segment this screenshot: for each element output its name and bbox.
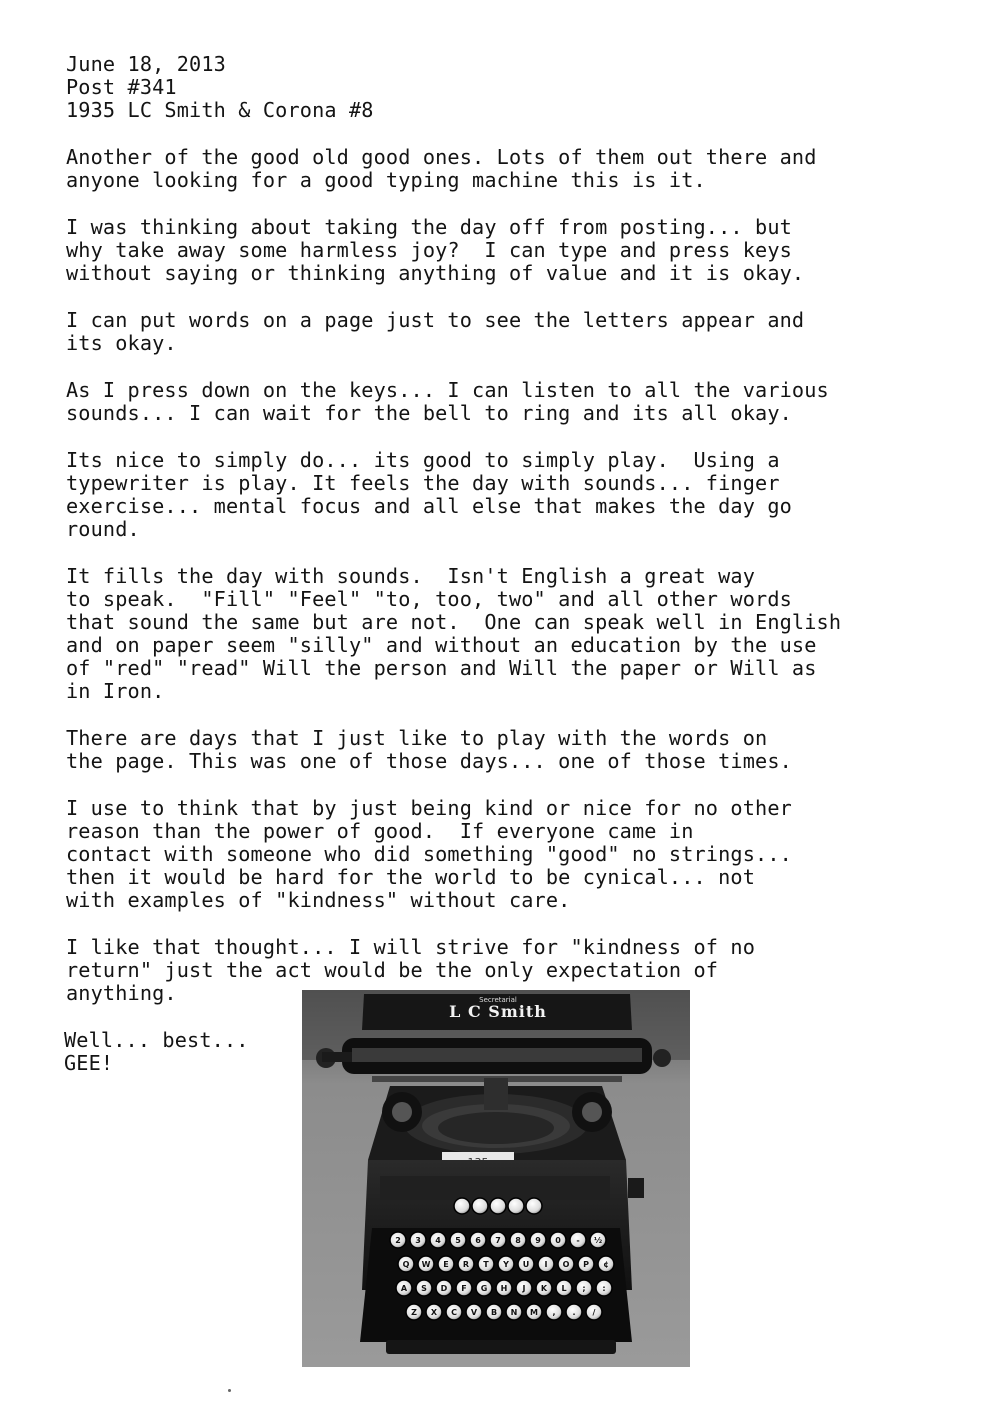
typewriter-key-label: L: [561, 1284, 567, 1293]
typewriter-key-label: -: [576, 1236, 580, 1245]
post-number-line: Post #341: [66, 75, 177, 99]
typewriter-key-label: 9: [535, 1236, 541, 1245]
typewriter-key-label: O: [562, 1260, 570, 1269]
typewriter-key-label: 5: [455, 1236, 461, 1245]
paragraph-1-line-1: Another of the good old good ones. Lots of them out there and: [66, 145, 817, 169]
paragraph-8-line-1: I use to think that by just being kind or nice for no other: [66, 796, 792, 820]
typewriter-key-label: E: [443, 1260, 449, 1269]
signoff-line-1: Well... best...: [64, 1028, 249, 1052]
typewriter-key-label: 2: [395, 1236, 401, 1245]
paragraph-7-line-1: There are days that I just like to play with the words on: [66, 726, 768, 750]
typewriter-key-label: 6: [475, 1236, 481, 1245]
typewriter-key-label: ,: [552, 1308, 556, 1317]
typewriter-key-label: D: [440, 1284, 448, 1293]
paragraph-9-line-2: return" just the act would be the only expectation of: [66, 958, 719, 982]
paragraph-8-line-4: then it would be hard for the world to be cynical... not: [66, 865, 756, 889]
typewriter-key-label: S: [421, 1284, 427, 1293]
paragraph-4-line-1: As I press down on the keys... I can listen to all the various: [66, 378, 829, 402]
typewriter-key-label: Z: [411, 1308, 417, 1317]
signoff-line-2: GEE!: [64, 1051, 114, 1075]
typewriter-key-label: ½: [593, 1236, 603, 1245]
paragraph-5-line-1: Its nice to simply do... its good to simply play. Using a: [66, 448, 780, 472]
typewriter-key-label: P: [583, 1260, 589, 1269]
typewriter-key-label: M: [530, 1308, 538, 1317]
typewriter-key-label: G: [480, 1284, 488, 1293]
typewriter-key-label: 4: [435, 1236, 441, 1245]
typewriter-key-label: A: [400, 1284, 408, 1293]
typewriter-key-label: B: [490, 1308, 498, 1317]
typewriter-key-label: 0: [555, 1236, 561, 1245]
typewriter-key: [508, 1198, 524, 1214]
typewriter-photo: [302, 990, 690, 1367]
paragraph-2-line-1: I was thinking about taking the day off from posting... but: [66, 215, 792, 239]
paragraph-5-line-4: round.: [66, 517, 140, 541]
typewriter-key-label: 8: [515, 1236, 521, 1245]
typewriter-key-label: I: [544, 1260, 548, 1269]
date-line: June 18, 2013: [66, 52, 226, 76]
typewriter-key-label: H: [500, 1284, 508, 1293]
brand-small-label: Secretarial: [479, 996, 517, 1004]
typewriter-key: [472, 1198, 488, 1214]
paragraph-5-line-2: typewriter is play. It feels the day with sounds... finger: [66, 471, 780, 495]
typewriter-key-label: ¢: [603, 1260, 609, 1269]
typewriter-key-label: 3: [415, 1236, 421, 1245]
paragraph-6-line-2: to speak. "Fill" "Feel" "to, too, two" and all other words: [66, 587, 792, 611]
typewriter-key-label: ;: [582, 1284, 586, 1293]
subject-line: 1935 LC Smith & Corona #8: [66, 98, 374, 122]
paragraph-2-line-3: without saying or thinking anything of value and it is okay.: [66, 261, 805, 285]
typewriter-key-label: Y: [503, 1260, 509, 1269]
typewriter-key-label: J: [522, 1284, 526, 1293]
typewriter-key-label: X: [430, 1308, 438, 1317]
paragraph-6-line-6: in Iron.: [66, 679, 165, 703]
typewriter-key-label: .: [572, 1308, 576, 1317]
typewriter-key-label: 7: [495, 1236, 501, 1245]
paragraph-6-line-3: that sound the same but are not. One can speak well in English: [66, 610, 842, 634]
typewriter-key-label: U: [522, 1260, 530, 1269]
paragraph-6-line-1: It fills the day with sounds. Isn't English a great way: [66, 564, 756, 588]
paragraph-8-line-5: with examples of "kindness" without care.: [66, 888, 571, 912]
paragraph-7-line-2: the page. This was one of those days... one of those times.: [66, 749, 792, 773]
typewriter-key-label: F: [461, 1284, 467, 1293]
paragraph-3-line-1: I can put words on a page just to see the letters appear and: [66, 308, 805, 332]
typewriter-key-label: Q: [402, 1260, 410, 1269]
typewriter-key: [490, 1198, 506, 1214]
typewriter-key-label: K: [540, 1284, 548, 1293]
typewriter-key: [526, 1198, 542, 1214]
typewriter-key-label: :: [602, 1284, 606, 1293]
typewriter-key-label: T: [483, 1260, 489, 1269]
paragraph-1-line-2: anyone looking for a good typing machine this is it.: [66, 168, 706, 192]
typewriter-key: [454, 1198, 470, 1214]
paragraph-6-line-5: of "red" "read" Will the person and Will the paper or Will as: [66, 656, 817, 680]
typewriter-key-label: C: [451, 1308, 457, 1317]
paragraph-6-line-4: and on paper seem "silly" and without an education by the use: [66, 633, 817, 657]
paragraph-4-line-2: sounds... I can wait for the bell to ring and its all okay.: [66, 401, 792, 425]
paragraph-8-line-2: reason than the power of good. If everyone came in: [66, 819, 694, 843]
paragraph-2-line-2: why take away some harmless joy? I can type and press keys: [66, 238, 792, 262]
paragraph-5-line-3: exercise... mental focus and all else that makes the day go: [66, 494, 792, 518]
paragraph-8-line-3: contact with someone who did something "good" no strings...: [66, 842, 792, 866]
typewriter-key-label: W: [421, 1260, 431, 1269]
typewriter-key-label: V: [470, 1308, 478, 1317]
paragraph-9-line-1: I like that thought... I will strive for "kindness of no: [66, 935, 756, 959]
typewriter-key-label: N: [510, 1308, 518, 1317]
paper-speck: [228, 1389, 231, 1392]
typewriter-key-label: R: [462, 1260, 470, 1269]
paragraph-9-line-3: anything.: [66, 981, 177, 1005]
typewriter-key-label: /: [592, 1308, 596, 1317]
paragraph-3-line-2: its okay.: [66, 331, 177, 355]
brand-label: L C Smith: [449, 1002, 547, 1021]
